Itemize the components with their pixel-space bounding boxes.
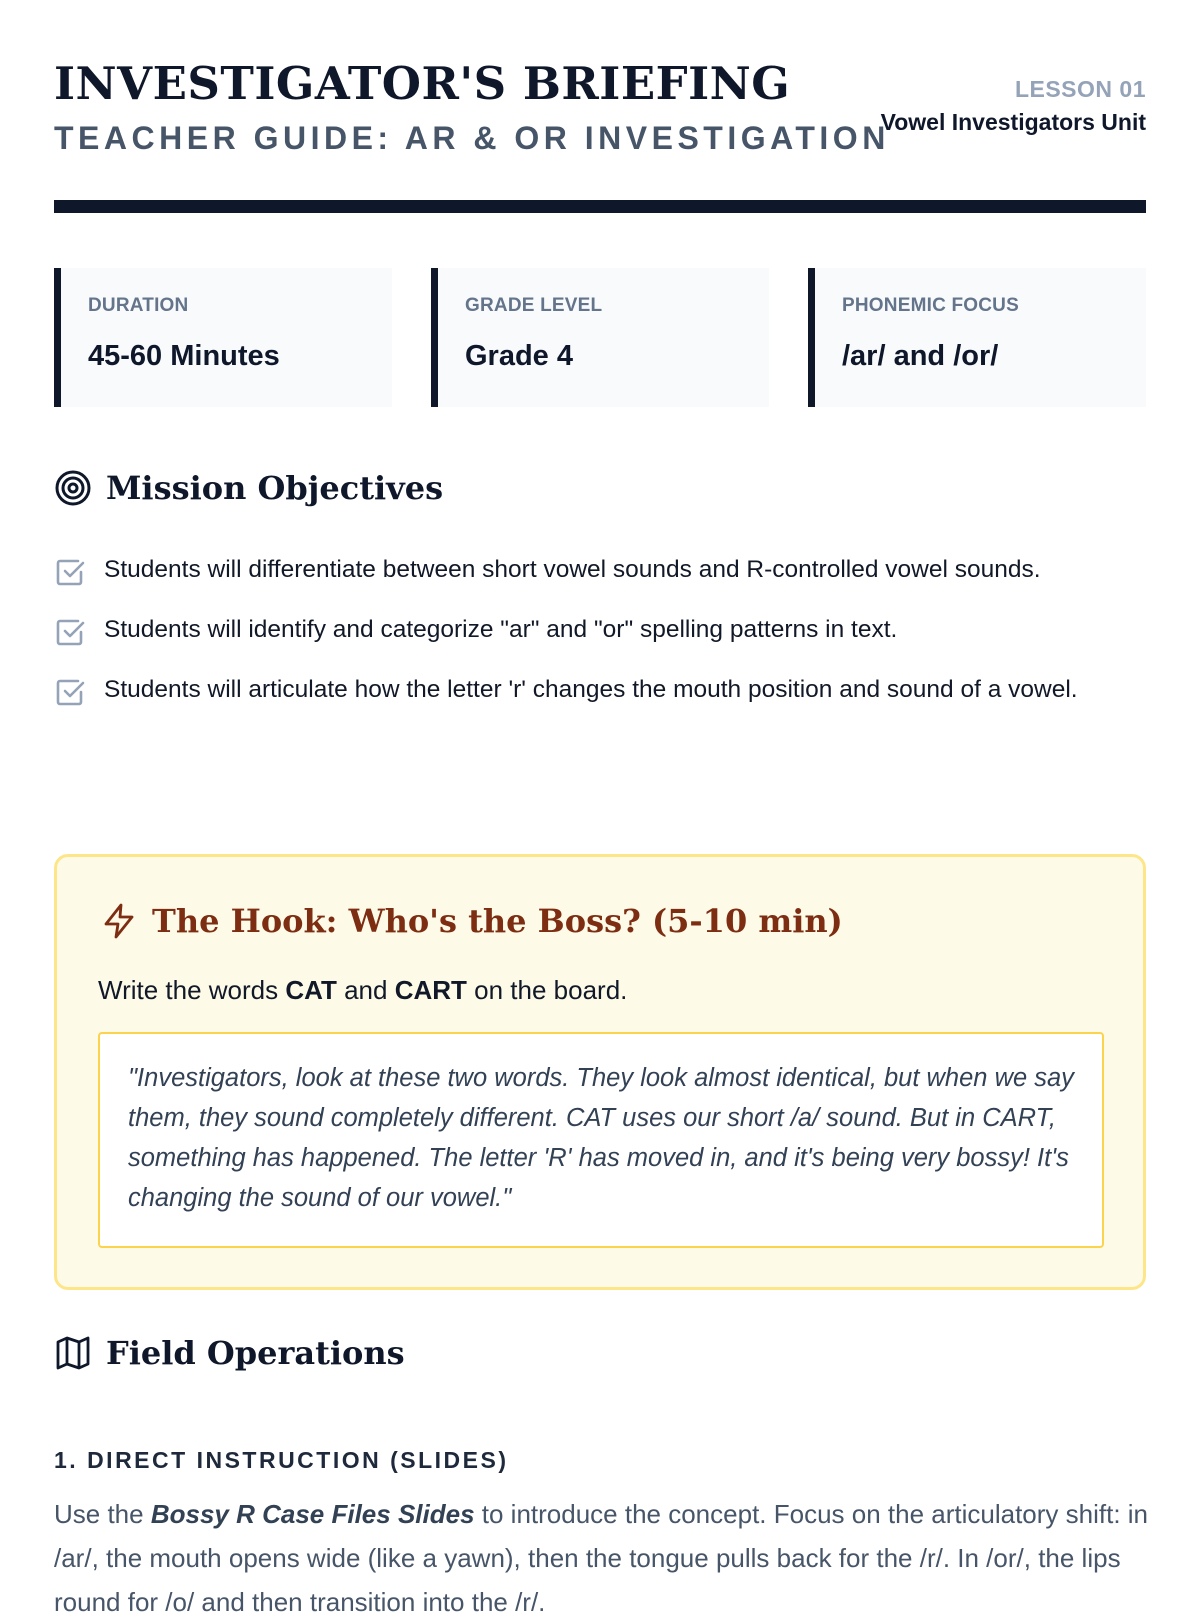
step-text: Use the bbox=[54, 1499, 151, 1529]
teacher-script-quote: "Investigators, look at these two words. They look almost identical, but when we say them, they sound completely different. CAT uses our short /a/ sound. But in CART, something has happened. The letter 'R' has moved in, and it's being very bossy! It's changing the sound of our vowel." bbox=[98, 1032, 1104, 1248]
objectives-heading bbox=[54, 468, 443, 508]
info-card-value: /ar/ and /or/ bbox=[842, 340, 999, 372]
unit-name: Vowel Investigators Unit bbox=[880, 109, 1146, 135]
info-card-phonemic-focus bbox=[808, 268, 1146, 407]
info-card-duration bbox=[54, 268, 392, 407]
header-divider bbox=[54, 200, 1146, 213]
info-card-label: DURATION bbox=[88, 295, 189, 316]
checkbox-icon bbox=[54, 556, 86, 588]
step-heading: 1. DIRECT INSTRUCTION (SLIDES) bbox=[54, 1447, 509, 1473]
section-title: Mission Objectives bbox=[106, 469, 444, 507]
objective-item bbox=[54, 610, 1146, 650]
info-card-value: Grade 4 bbox=[465, 340, 573, 372]
page-header bbox=[54, 0, 1146, 214]
step-description bbox=[54, 1492, 1154, 1624]
field-operations-heading bbox=[54, 1333, 405, 1373]
hook-heading bbox=[100, 901, 843, 941]
info-card-grade-level bbox=[431, 268, 769, 407]
slides-title: Bossy R Case Files Slides bbox=[150, 1499, 475, 1529]
checkbox-icon bbox=[54, 616, 86, 648]
target-icon bbox=[54, 469, 92, 507]
page-title: INVESTIGATOR'S BRIEFING bbox=[54, 57, 791, 110]
objective-text: Students will differentiate between short vowel sounds and R-controlled vowel sounds. bbox=[104, 556, 1041, 583]
objective-text: Students will articulate how the letter 'r' changes the mouth position and sound of a vowel. bbox=[104, 676, 1078, 703]
step-text: to introduce the concept. Focus on the articulatory shift: in /ar/, the mouth opens wide (like a yawn), then the tongue pulls back for the /r/. In /or/, the lips round for /o/ and then transition into the /r/. bbox=[54, 1499, 1149, 1617]
hook-instruction bbox=[98, 972, 627, 1008]
objective-text: Students will identify and categorize "ar" and "or" spelling patterns in text. bbox=[104, 616, 898, 643]
instruction-text: and bbox=[336, 975, 395, 1005]
info-card-label: PHONEMIC FOCUS bbox=[842, 295, 1019, 316]
hook-callout bbox=[54, 854, 1146, 1290]
section-title: Field Operations bbox=[106, 1334, 405, 1372]
instruction-text: on the board. bbox=[466, 975, 628, 1005]
lightning-icon bbox=[100, 902, 138, 940]
objective-item bbox=[54, 670, 1146, 710]
objectives-list bbox=[54, 550, 1146, 730]
info-card-label: GRADE LEVEL bbox=[465, 295, 603, 316]
section-title: The Hook: Who's the Boss? (5-10 min) bbox=[152, 902, 843, 940]
example-word: CART bbox=[394, 975, 467, 1005]
checkbox-icon bbox=[54, 676, 86, 708]
objective-item bbox=[54, 550, 1146, 590]
info-cards bbox=[54, 268, 1146, 407]
page-subtitle: TEACHER GUIDE: AR & OR INVESTIGATION bbox=[54, 120, 890, 156]
instruction-text: Write the words bbox=[98, 975, 286, 1005]
map-icon bbox=[54, 1334, 92, 1372]
info-card-value: 45-60 Minutes bbox=[88, 340, 280, 372]
example-word: CAT bbox=[285, 975, 337, 1005]
lesson-number: LESSON 01 bbox=[1014, 76, 1146, 102]
